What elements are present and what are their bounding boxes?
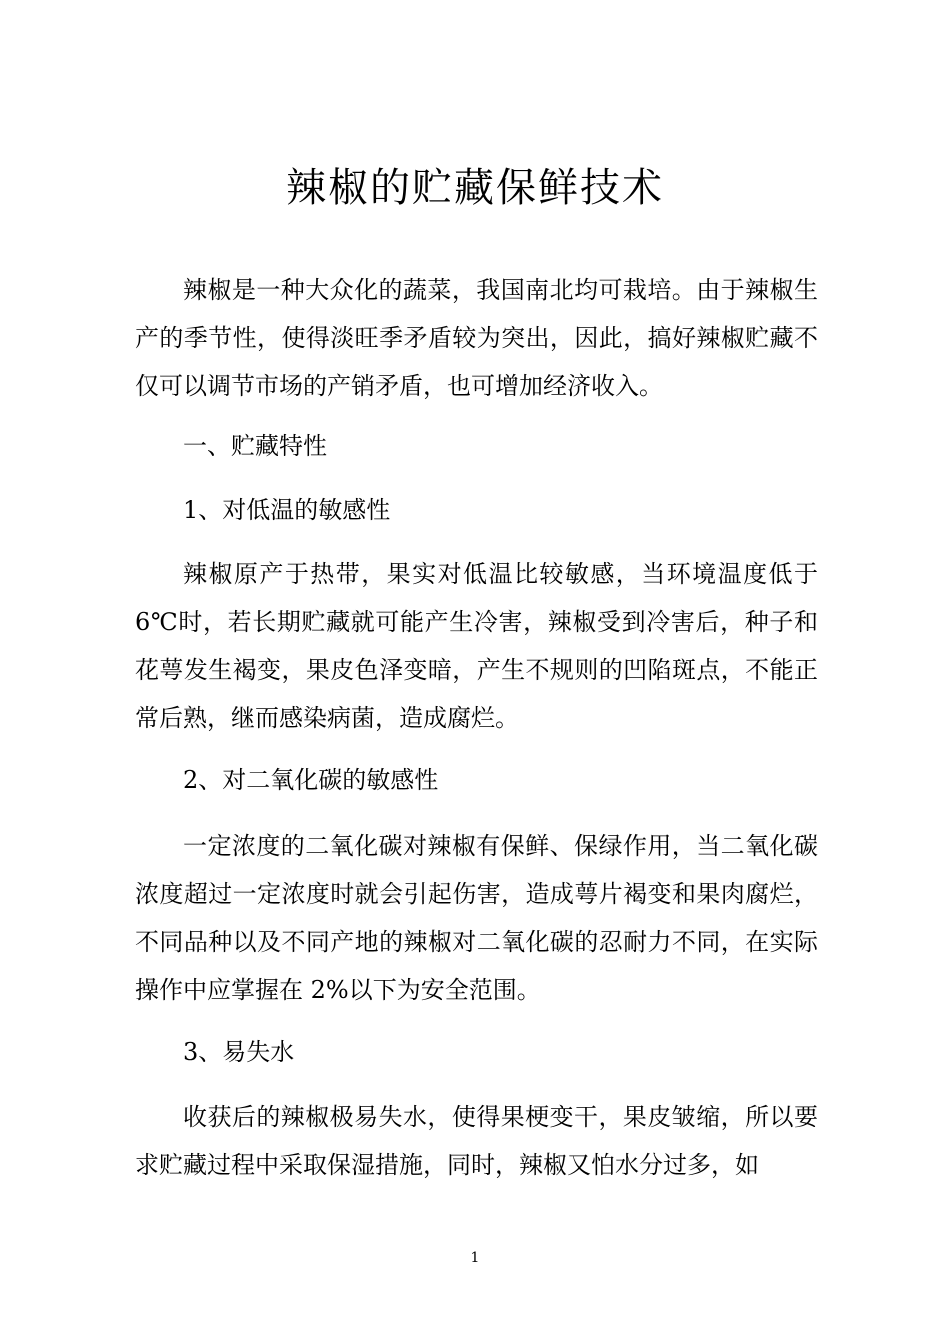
water-loss-paragraph: 收获后的辣椒极易失水，使得果梗变干，果皮皱缩，所以要求贮藏过程中采取保湿措施，同时，辣椒又怕水分过多，如 (135, 1103, 818, 1179)
section-heading-storage-characteristics: 一、贮藏特性 (183, 432, 327, 460)
subheading-low-temperature-sensitivity: 1、对低温的敏感性 (183, 496, 391, 524)
document-title: 辣椒的贮藏保鲜技术 (286, 165, 664, 211)
subheading-water-loss: 3、易失水 (183, 1038, 295, 1066)
subheading-co2-sensitivity: 2、对二氧化碳的敏感性 (183, 766, 439, 794)
co2-paragraph: 一定浓度的二氧化碳对辣椒有保鲜、保绿作用，当二氧化碳浓度超过一定浓度时就会引起伤害，造成萼片褐变和果肉腐烂，不同品种以及不同产地的辣椒对二氧化碳的忍耐力不同，在实际操作中应掌握在 2%以下为安全范围。 (135, 832, 818, 1004)
low-temperature-paragraph: 辣椒原产于热带，果实对低温比较敏感，当环境温度低于6℃时，若长期贮藏就可能产生冷害，辣椒受到冷害后，种子和花萼发生褐变，果皮色泽变暗，产生不规则的凹陷斑点，不能正常后熟，继而感染病菌，造成腐烂。 (135, 560, 818, 732)
intro-paragraph: 辣椒是一种大众化的蔬菜，我国南北均可栽培。由于辣椒生产的季节性，使得淡旺季矛盾较为突出，因此，搞好辣椒贮藏不仅可以调节市场的产销矛盾，也可增加经济收入。 (135, 276, 818, 400)
page-number: 1 (470, 1250, 480, 1266)
